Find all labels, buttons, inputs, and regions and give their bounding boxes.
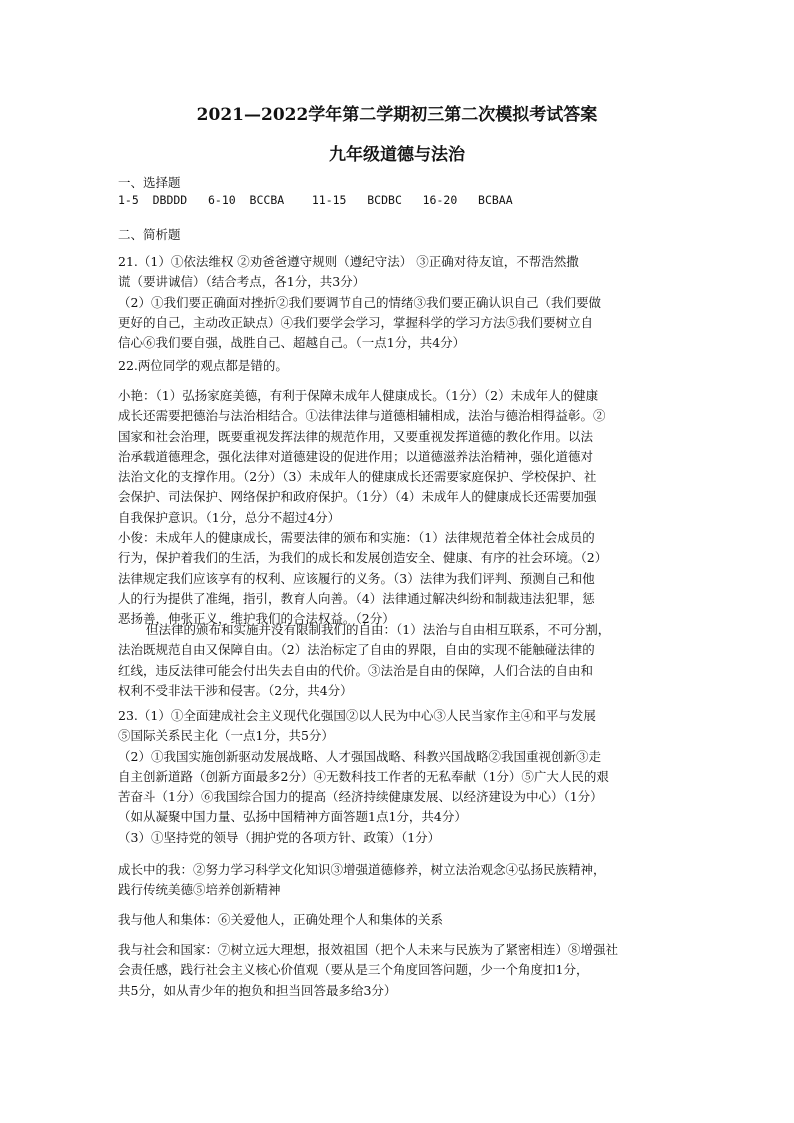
text-line: 我与他人和集体：⑥关爱他人，正确处理个人和集体的关系 [118, 912, 444, 927]
text-line: 更好的自己，主动改正缺点）④我们要学会学习，掌握科学的学习方法⑤我们要树立自 [118, 314, 594, 330]
text-line: 法治文化的支撑作用。（2分）（3）未成年人的健康成长还需要家庭保护、学校保护、社 [118, 469, 597, 485]
text-line: （2）①我国实施创新驱动发展战略、人才强国战略、科教兴国战略②我国重视创新③走 [118, 748, 601, 764]
section-heading-analysis: 二、简析题 [118, 227, 181, 242]
question-23-parts-1-2 [118, 706, 678, 828]
question-23-society-nation [118, 940, 678, 1001]
text-line: 21.（1）①依法维权 ②劝爸爸遵守规则（遵纪守法） ③正确对待友谊，不帮浩然撒 [118, 254, 579, 269]
text-line: 践行传统美德⑤培养创新精神 [118, 882, 281, 898]
question-23-part-3 [118, 828, 678, 848]
question-23-others-collective [118, 910, 678, 930]
text-line: 但法律的颁布和实施并没有限制我们的自由：（1）法治与自由相互联系，不可分割， [146, 622, 611, 637]
text-line: 信心⑥我们要自强，战胜自己、超越自己。（一点1分，共4分） [118, 335, 466, 351]
question-22-xiaoyan-xiaojun [118, 386, 678, 630]
section-heading-choice: 一、选择题 [118, 175, 181, 190]
text-line: 我与社会和国家：⑦树立远大理想，报效祖国（把个人未来与民族为了紧密相连）⑧增强社 [118, 942, 619, 957]
choice-answers: 1-5 DBDDD 6-10 BCCBA 11-15 BCDBC 16-20 BCBAA [118, 193, 513, 207]
text-line: 苦奋斗（1分）⑥我国综合国力的提高（经济持续健康发展、以经济建设为中心）（1分） [118, 789, 603, 805]
text-line: （3）①坚持党的领导（拥护党的各项方针、政策）（1分） [118, 830, 441, 845]
text-line: 恶扬善，伸张正义，维护我们的合法权益。（2分） [118, 611, 395, 627]
text-line: 法治既规范自由又保障自由。（2）法治标定了自由的界限，自由的实现不能触碰法律的 [118, 642, 595, 658]
question-22-intro [118, 356, 678, 376]
text-line: 国家和社会治理，既要重视发挥法律的规范作用，又要重视发挥道德的教化作用。以法 [118, 428, 594, 444]
question-22-conclusion [118, 620, 678, 701]
text-line: 治承载道德理念，强化法律对道德建设的促进作用；以道德滋养法治精神，强化道德对 [118, 448, 594, 464]
text-line: 权利不受非法干涉和侵害。（2分，共4分） [118, 682, 353, 698]
text-line: 小艳：（1）弘扬家庭美德，有利于保障未成年人健康成长。（1分）（2）未成年人的健康 [118, 388, 599, 403]
text-line: 成长还需要把德治与法治相结合。①法律法律与道德相辅相成，法治与德治相得益彰。② [118, 408, 606, 424]
page-title: 2021—2022学年第二学期初三第二次模拟考试答案 [196, 105, 598, 125]
text-line: 谎（要讲诚信）（结合考点，各1分，共3分） [118, 274, 366, 290]
text-line: 共5分，如从青少年的抱负和担当回答最多给3分） [118, 982, 397, 998]
text-line: 会保护、司法保护、网络保护和政府保护。（1分）（4）未成年人的健康成长还需要加强 [118, 489, 597, 505]
text-line: 行为，保护着我们的生活，为我们的成长和发展创造安全、健康、有序的社会环境。（2） [118, 550, 608, 566]
page-subtitle: 九年级道德与法治 [329, 145, 465, 165]
text-line: 22.两位同学的观点都是错的。 [118, 358, 288, 373]
text-line: 会责任感，践行社会主义核心价值观（要从是三个角度回答问题，少一个角度扣1分， [118, 962, 589, 978]
text-line: 自我保护意识。（1分，总分不超过4分） [118, 509, 341, 525]
text-line: 成长中的我：②努力学习科学文化知识③增强道德修养，树立法治观念④弘扬民族精神， [118, 862, 606, 877]
question-23-growing-self [118, 860, 678, 901]
text-line: 法律规定我们应该享有的权利、应该履行的义务。（3）法律为我们评判、预测自己和他 [118, 570, 595, 586]
text-line: （如从凝聚中国力量、弘扬中国精神方面答题1点1分，共4分） [118, 809, 467, 825]
text-line: 人的行为提供了准绳，指引，教育人向善。（4）法律通过解决纠纷和制裁违法犯罪，惩 [118, 590, 595, 606]
text-line: （2）①我们要正确面对挫折②我们要调节自己的情绪③我们要正确认识自己（我们要做 [118, 294, 601, 310]
text-line: 23.（1）①全面建成社会主义现代化强国②以人民为中心③人民当家作主④和平与发展 [118, 708, 596, 723]
text-line: 自主创新道路（创新方面最多2分）④无数科技工作者的无私奉献（1分）⑤广大人民的艰 [118, 768, 609, 784]
text-line: 小俊：未成年人的健康成长，需要法律的颁布和实施：（1）法律规范着全体社会成员的 [118, 530, 595, 546]
text-line: 红线，违反法律可能会付出失去自由的代价。③法治是自由的保障，人们合法的自由和 [118, 662, 594, 678]
question-21 [118, 252, 678, 353]
text-line: ⑤国际关系民主化（一点1分，共5分） [118, 728, 334, 744]
